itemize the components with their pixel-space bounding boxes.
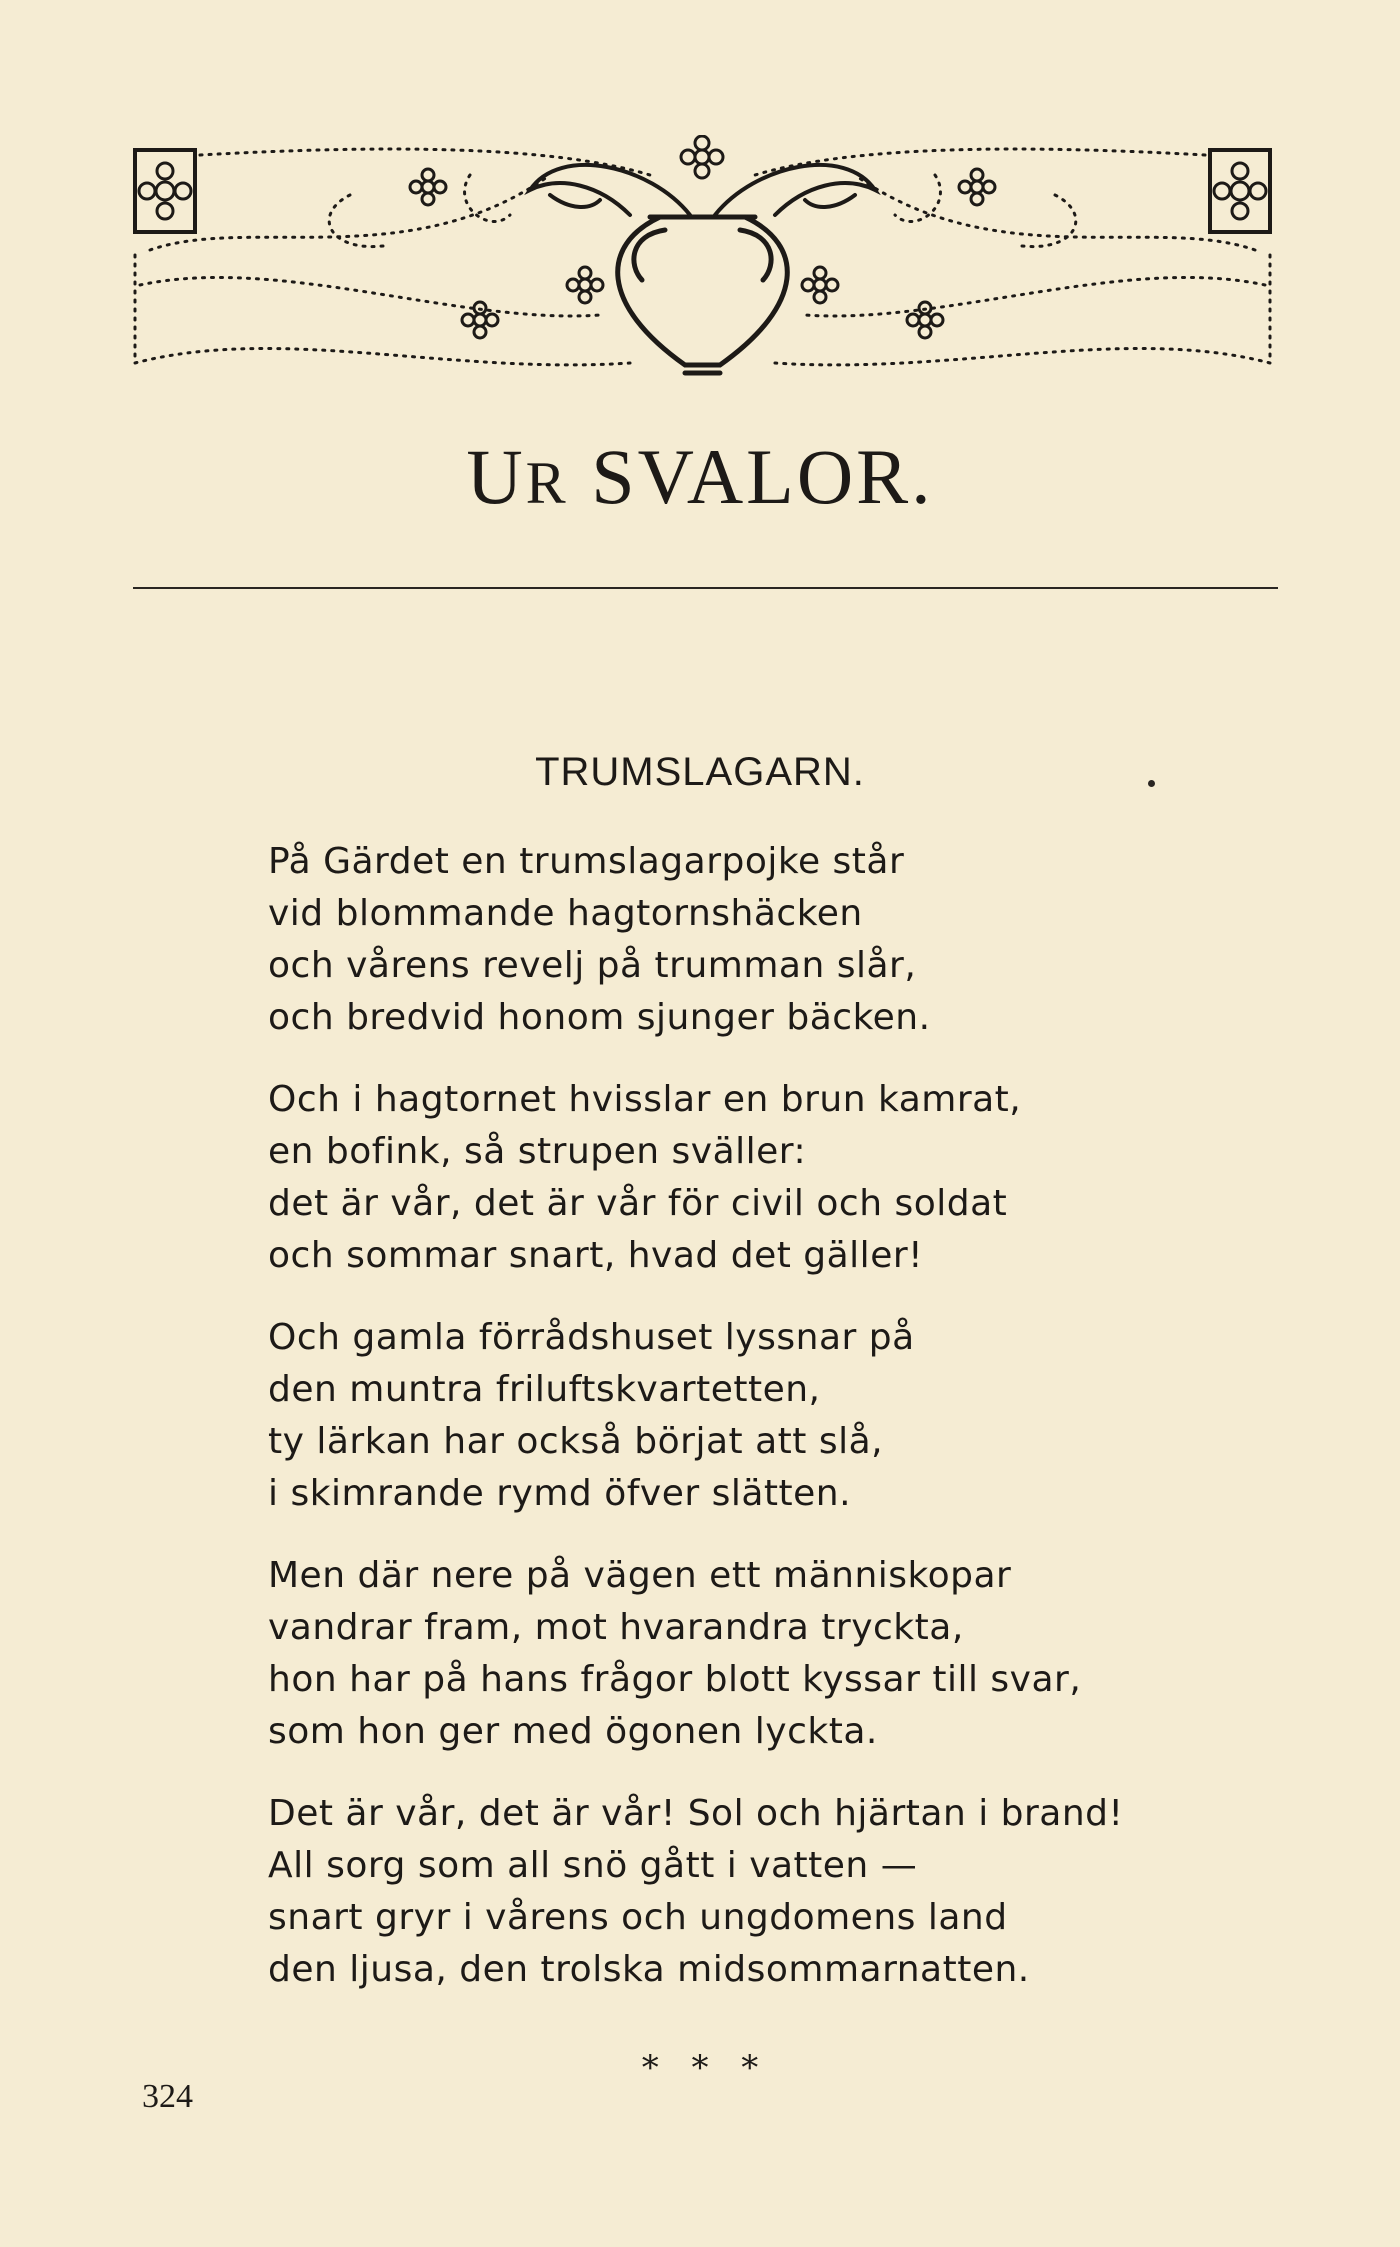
section-end-asterisks: * * * <box>641 2048 759 2088</box>
vase-flourish-icon <box>130 135 1275 380</box>
title-divider <box>133 587 1278 589</box>
poem-line: i skimrande rymd öfver slätten. <box>268 1473 852 1514</box>
poem-line: All sorg som all snö gått i vatten — <box>268 1845 918 1886</box>
book-title-main: SVALOR. <box>568 433 934 520</box>
poem-line: Men där nere på vägen ett människopar <box>268 1555 1012 1596</box>
poem-line: Och gamla förrådshuset lyssnar på <box>268 1317 915 1358</box>
poem-line: snart gryr i vårens och ungdomens land <box>268 1897 1008 1938</box>
poem-line: och sommar snart, hvad det gäller! <box>268 1235 924 1276</box>
poem-line: På Gärdet en trumslagarpojke står <box>268 841 905 882</box>
poem-line: och vårens revelj på trumman slår, <box>268 945 917 986</box>
poem-line: den ljusa, den trolska midsommarnatten. <box>268 1949 1030 1990</box>
page-number: 324 <box>142 2078 193 2115</box>
poem-line: ty lärkan har också börjat att slå, <box>268 1421 884 1462</box>
stanza <box>268 836 1268 1044</box>
poem-line: hon har på hans frågor blott kyssar till svar, <box>268 1659 1082 1700</box>
poem-line: en bofink, så strupen sväller: <box>268 1131 807 1172</box>
poem-body <box>268 836 1268 2026</box>
stanza <box>268 1074 1268 1282</box>
poem-line: vid blommande hagtornshäcken <box>268 893 863 934</box>
poem-line: Och i hagtornet hvisslar en brun kamrat, <box>268 1079 1022 1120</box>
stanza <box>268 1312 1268 1520</box>
stanza <box>268 1788 1268 1996</box>
poem-line: den muntra friluftskvartetten, <box>268 1369 821 1410</box>
stanza <box>268 1550 1268 1758</box>
poem-title: TRUMSLAGARN. <box>535 750 865 794</box>
book-title <box>0 433 1400 520</box>
book-title-initial: U <box>466 433 526 520</box>
poem-line: vandrar fram, mot hvarandra tryckta, <box>268 1607 964 1648</box>
poem-line: det är vår, det är vår för civil och soldat <box>268 1183 1008 1224</box>
book-title-small-cap: R <box>525 450 569 516</box>
poem-line: och bredvid honom sjunger bäcken. <box>268 997 931 1038</box>
poem-line: som hon ger med ögonen lyckta. <box>268 1711 878 1752</box>
ink-speck <box>1148 780 1155 787</box>
poem-line: Det är vår, det är vår! Sol och hjärtan i brand! <box>268 1793 1124 1834</box>
